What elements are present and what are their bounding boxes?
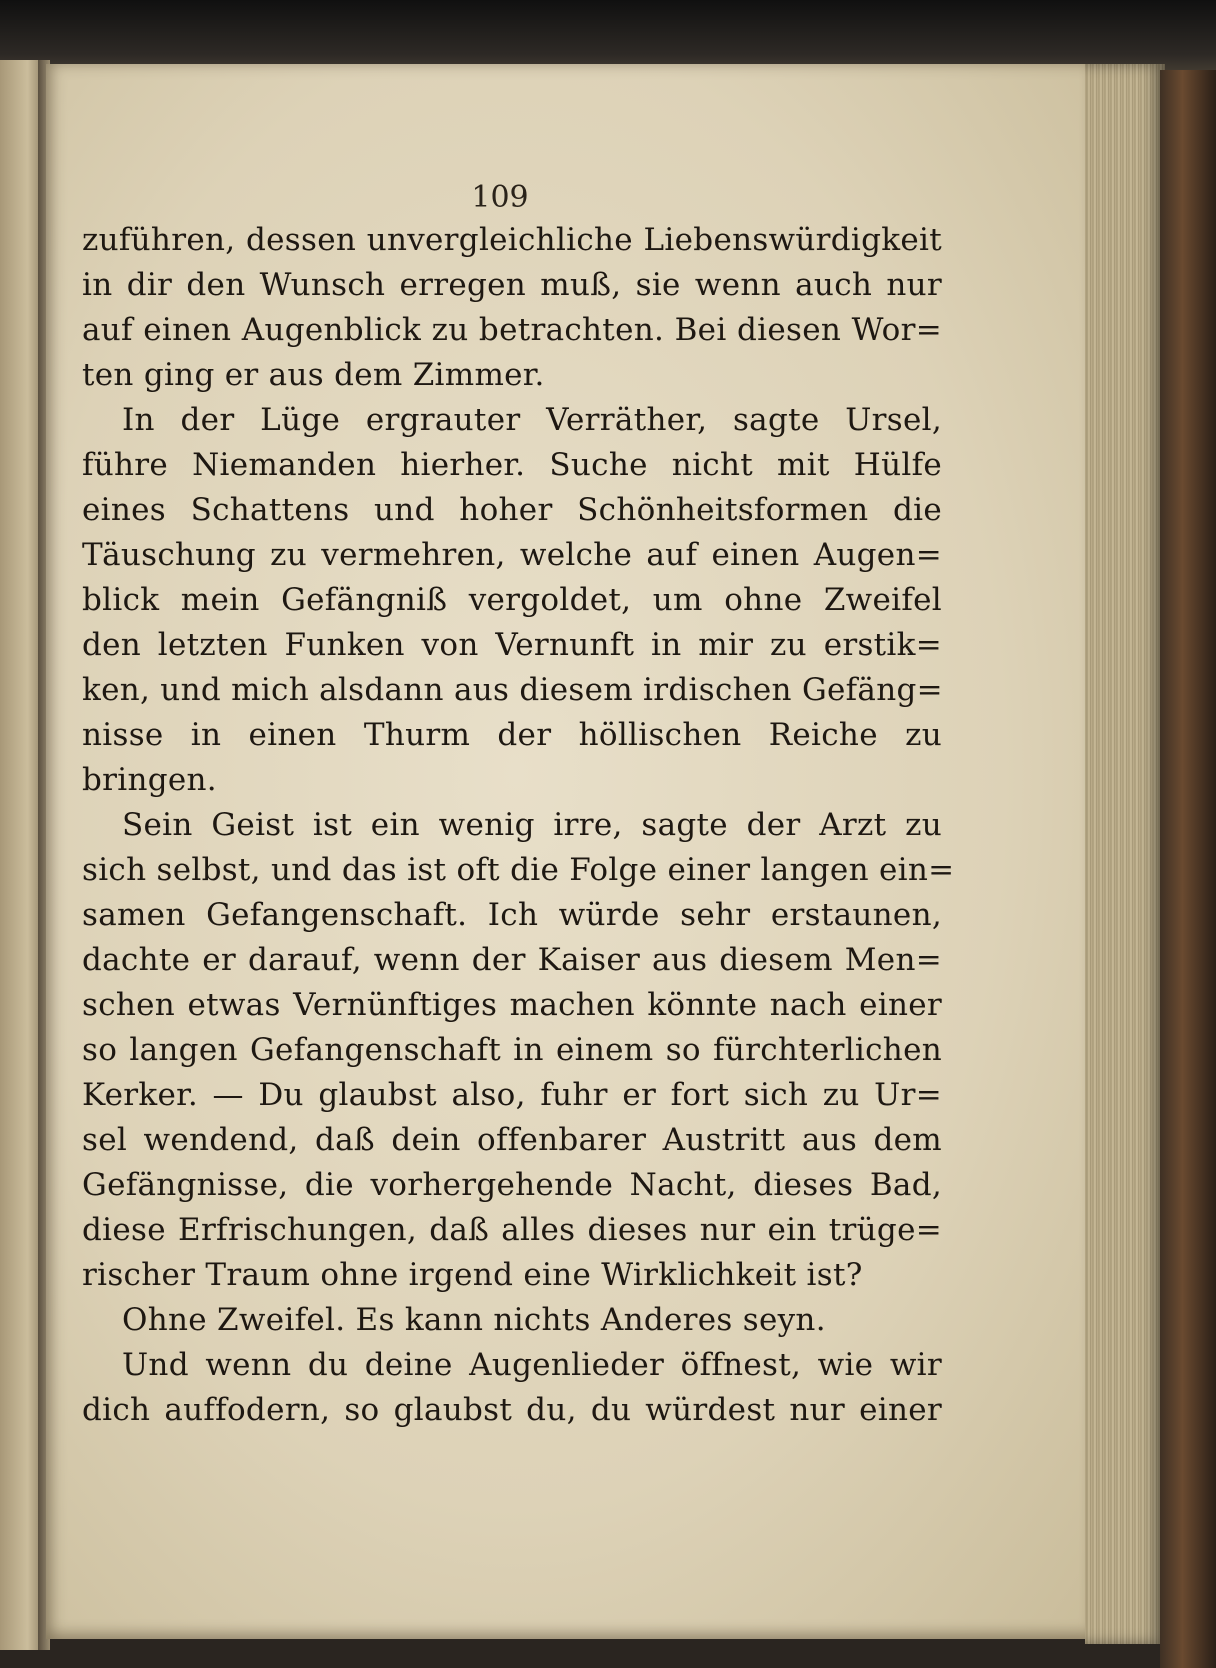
text-line: dachte er darauf, wenn der Kaiser aus diesem Men= <box>82 942 942 978</box>
text-line: auf einen Augenblick zu betrachten. Bei diesen Wor= <box>82 312 942 348</box>
text-line: in dir den Wunsch erregen muß, sie wenn auch nur <box>82 267 942 303</box>
text-line: Sein Geist ist ein wenig irre, sagte der Arzt zu <box>122 807 942 843</box>
text-line: sel wendend, daß dein offenbarer Austritt aus dem <box>82 1122 942 1158</box>
page-fore-edge <box>1085 64 1165 1644</box>
text-line: Und wenn du deine Augenlieder öffnest, wie wir <box>122 1347 942 1383</box>
text-line: In der Lüge ergrauter Verräther, sagte Ursel, <box>122 402 942 438</box>
text-line: sich selbst, und das ist oft die Folge einer langen ein= <box>82 852 955 888</box>
text-line: eines Schattens und hoher Schönheitsformen die <box>82 492 942 528</box>
text-line: Gefängnisse, die vorhergehende Nacht, dieses Bad, <box>82 1167 942 1203</box>
text-line: bringen. <box>82 762 217 798</box>
text-line: rischer Traum ohne irgend eine Wirklichkeit ist? <box>82 1257 863 1293</box>
text-line: ten ging er aus dem Zimmer. <box>82 357 545 393</box>
text-line: Täuschung zu vermehren, welche auf einen Augen= <box>82 537 942 573</box>
text-line: Kerker. — Du glaubst also, fuhr er fort sich zu Ur= <box>82 1077 942 1113</box>
text-line: samen Gefangenschaft. Ich würde sehr erstaunen, <box>82 897 942 933</box>
text-line: den letzten Funken von Vernunft in mir zu erstik= <box>82 627 942 663</box>
text-line: schen etwas Vernünftiges machen könnte nach einer <box>82 987 942 1023</box>
text-line: zuführen, dessen unvergleichliche Liebenswürdigkeit <box>82 222 942 258</box>
text-line: blick mein Gefängniß vergoldet, um ohne Zweifel <box>82 582 942 618</box>
text-line: nisse in einen Thurm der höllischen Reiche zu <box>82 717 942 753</box>
text-line: diese Erfrischungen, daß alles dieses nur ein trüge= <box>82 1212 942 1248</box>
book-cover-edge <box>1160 70 1216 1668</box>
text-line: ken, und mich alsdann aus diesem irdischen Gefäng= <box>82 672 943 708</box>
text-line: dich auffodern, so glaubst du, du würdest nur einer <box>82 1392 942 1428</box>
page-text <box>82 218 955 1433</box>
page-number: 109 <box>471 180 529 215</box>
text-line: führe Niemanden hierher. Suche nicht mit Hülfe <box>82 447 942 483</box>
text-line: so langen Gefangenschaft in einem so fürchterlichen <box>82 1032 942 1068</box>
text-line: Ohne Zweifel. Es kann nichts Anderes seyn. <box>122 1302 826 1338</box>
